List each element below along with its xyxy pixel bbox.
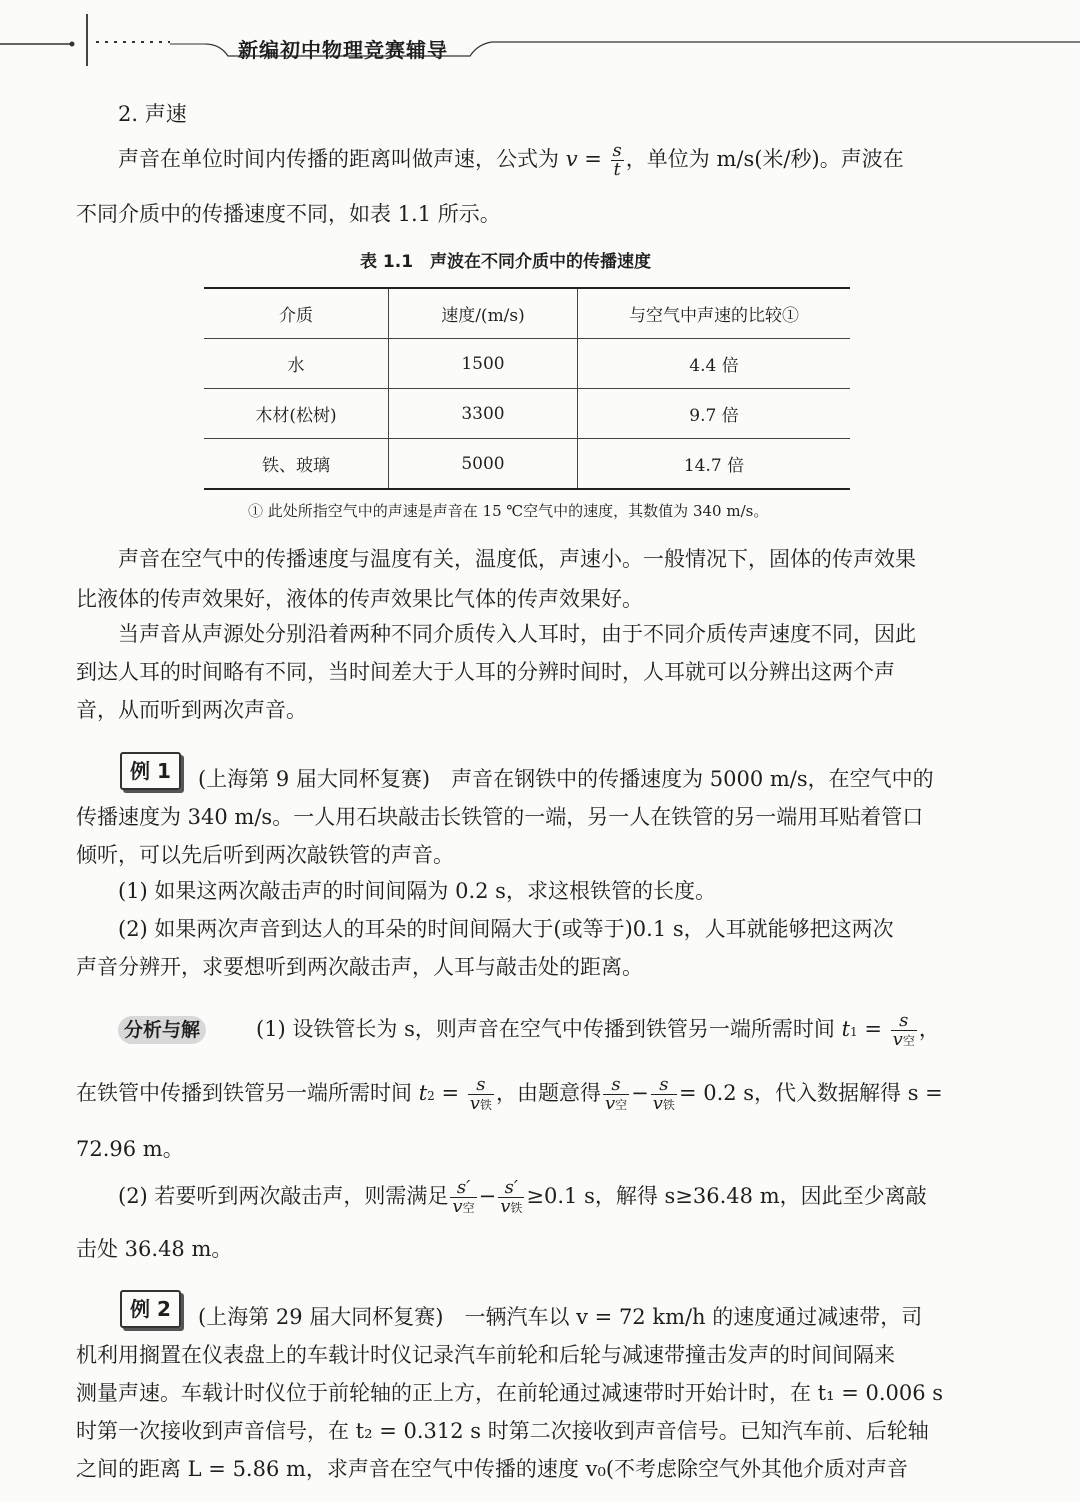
analysis-line-1: (1) 设铁管长为 s，则声音在空气中传播到铁管另一端所需时间 t1 = $\frac{s}{\text{v空}}$ ， [256,1009,940,1050]
example1-question-2: (2) 如果两次声音到达人的耳朵的时间间隔大于(或等于)0.1 s，人耳就能够把这两次 [118,917,894,941]
analysis-line-3: 72.96 m。 [76,1137,184,1161]
example2-line: 机利用搁置在仪表盘上的车载计时仪记录汽车前轮和后轮与减速带撞击发声的时间间隔来 [76,1343,895,1367]
example1-tag: 例 1 [120,752,181,790]
example1-line: 传播速度为 340 m/s。一人用石块敲击长铁管的一端，另一人在铁管的另一端用耳贴着管口 [76,805,924,829]
header-bar [86,14,88,66]
para1-line: 声音在空气中的传播速度与温度有关，温度低，声速小。一般情况下，固体的传声效果 [118,547,916,571]
formula-s-over-t: $\frac{s}{t}$ [612,140,622,180]
example1-question-2-cont: 声音分辨开，求要想听到两次敲击声，人耳与敲击处的距离。 [76,955,643,979]
table-row: 水 1500 4.4 倍 [204,339,850,389]
analysis-line-2: 在铁管中传播到铁管另一端所需时间 t2 = $\frac{s}{\text{v铁}}$ ，由题意得 $\frac{s}{\text{v空}}$ − $\frac{s}{\text{v铁}}$ = 0.2 s，代入数据解得 s = [76,1073,943,1114]
example2-line: 时第一次接收到声音信号，在 t₂ = 0.312 s 时第二次接收到声音信号。已知汽车前、后轮轴 [76,1419,929,1443]
example2-line: (上海第 29 届大同杯复赛) 一辆汽车以 v = 72 km/h 的速度通过减速带，司 [198,1305,923,1329]
example2-tag: 例 2 [120,1290,181,1328]
section-heading: 2. 声速 [118,102,187,126]
example1-line: 倾听，可以先后听到两次敲铁管的声音。 [76,843,454,867]
table-header: 与空气中声速的比较① [578,288,851,339]
table-footnote: ① 此处所指空气中的声速是声音在 15 ℃空气中的速度，其数值为 340 m/s。 [248,502,769,520]
table-header: 介质 [204,288,389,339]
para2-line: 音，从而听到两次声音。 [76,698,307,722]
table-header-row [204,288,850,339]
para1-line: 比液体的传声效果好，液体的传声效果比气体的传声效果好。 [76,587,643,611]
analysis-line-4: (2) 若要听到两次敲击声，则需满足 $\frac{s'}{\text{v空}}$ − $\frac{s'}{\text{v铁}}$ ≥0.1 s，解得 s≥36.48 m，因此至少离敲 [118,1176,927,1217]
table-caption: 表 1.1 声波在不同介质中的传播速度 [360,252,652,272]
table-row: 木材(松树) 3300 9.7 倍 [204,389,850,439]
example1-question-1: (1) 如果这两次敲击声的时间间隔为 0.2 s，求这根铁管的长度。 [118,879,716,903]
analysis-line-5: 击处 36.48 m。 [76,1237,233,1261]
intro-line-2: 不同介质中的传播速度不同，如表 1.1 所示。 [76,202,501,226]
para2-line: 到达人耳的时间略有不同，当时间差大于人耳的分辨时间时，人耳就可以分辨出这两个声 [76,660,895,684]
header-decoration [0,28,1080,68]
para2-line: 当声音从声源处分别沿着两种不同介质传入人耳时，由于不同介质传声速度不同，因此 [118,622,916,646]
table-row: 铁、玻璃 5000 14.7 倍 [204,439,850,490]
example2-line: 测量声速。车载计时仪位于前轮轴的正上方，在前轮通过减速带时开始计时，在 t₁ = 0.006 s [76,1381,944,1405]
example1-line: (上海第 9 届大同杯复赛) 声音在钢铁中的传播速度为 5000 m/s，在空气中的 [198,767,934,791]
example2-line: 之间的距离 L = 5.86 m，求声音在空气中传播的速度 v₀(不考虑除空气外其他介质对声音 [76,1457,909,1481]
speed-table [204,287,850,490]
running-header: 新编初中物理竞赛辅导 [238,38,448,62]
table-header: 速度/(m/s) [389,288,578,339]
analysis-tag: 分析与解 [118,1016,206,1044]
intro-line-1: 声音在单位时间内传播的距离叫做声速，公式为 v = $\frac{s}{t}$ ，单位为 m/s(米/秒)。声波在 [118,140,904,180]
